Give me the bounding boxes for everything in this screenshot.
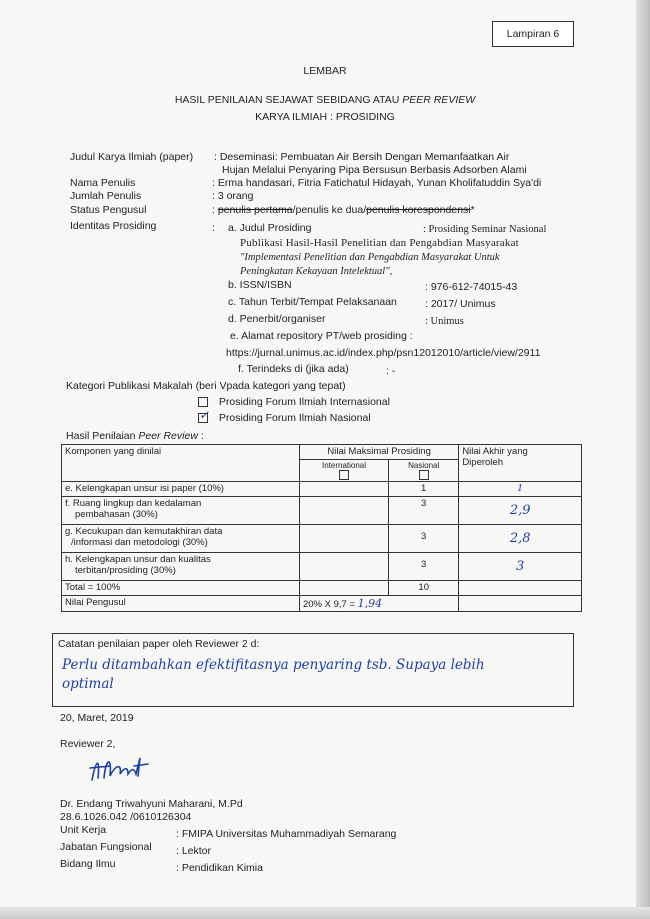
checkbox-nasional[interactable] xyxy=(198,408,210,423)
bidang-value: : Pendidikan Kimia xyxy=(176,862,263,874)
header-internasional-label: International xyxy=(322,461,367,470)
jumlah-label: Jumlah Penulis xyxy=(70,190,142,202)
judul-value-line2: Hujan Melalui Penyaring Pipa Bersusun Berbasis Adsorben Alami xyxy=(222,164,527,176)
status-penulis-kedua: /penulis ke dua/ xyxy=(292,204,367,216)
catatan-label: Catatan penilaian paper oleh Reviewer 2 d: xyxy=(58,638,260,650)
nama-label: Nama Penulis xyxy=(70,177,136,189)
row-e-internasional xyxy=(299,482,388,497)
reviewer-label: Reviewer 2, xyxy=(60,738,116,750)
row-f-internasional xyxy=(299,497,388,525)
prosiding-a-value: : Prosiding Seminar Nasional xyxy=(423,224,547,235)
date: 20, Maret, 2019 xyxy=(60,712,134,724)
status-penulis-korespondensi: penulis korespondensi xyxy=(366,204,471,216)
hasil-label-colon: : xyxy=(197,430,204,442)
status-penulis-pertama: penulis pertama xyxy=(217,204,293,216)
header-akhir-line1: Nilai Akhir yang xyxy=(462,446,528,457)
table-row-total xyxy=(62,581,582,596)
table-row xyxy=(62,497,582,525)
status-label: Status Pengusul xyxy=(70,204,147,216)
total-internasional xyxy=(299,581,388,596)
total-max: 10 xyxy=(389,581,459,596)
scan-bottom-edge xyxy=(0,907,650,919)
title-karya: KARYA ILMIAH : PROSIDING xyxy=(255,111,395,123)
row-e-label: e. Kelengkapan unsur isi paper (10%) xyxy=(62,482,300,497)
identitas-label: Identitas Prosiding xyxy=(70,220,157,232)
header-komponen: Komponen yang dinilai xyxy=(62,445,300,482)
kategori-label: Kategori Publikasi Makalah (beri Vpada kategori yang tepat) xyxy=(66,380,346,392)
nilai-result: 1,94 xyxy=(357,597,383,610)
row-f-max: 3 xyxy=(389,497,459,525)
row-g-score: 2,8 xyxy=(459,525,582,553)
row-f-label2: pembahasan (30%) xyxy=(75,509,158,520)
prosiding-c-value: : 2017/ Unimus xyxy=(425,298,496,310)
signature-icon xyxy=(86,750,166,791)
prosiding-f-value: : - xyxy=(386,365,396,377)
prosiding-a-line3: "Implementasi Penelitian dan Pengabdian Masyarakat Untuk xyxy=(240,252,500,263)
row-e-score: 1 xyxy=(459,482,582,497)
status-asterisk: * xyxy=(470,204,475,216)
hasil-label xyxy=(66,430,204,443)
header-akhir-line2: Diperoleh xyxy=(462,457,503,468)
kategori-option-internasional[interactable] xyxy=(198,396,390,409)
table-header-row xyxy=(62,445,582,460)
kategori-opt2-label: Prosiding Forum Ilmiah Nasional xyxy=(218,412,371,424)
row-f-label1: f. Ruang lingkup dan kedalaman xyxy=(65,498,202,509)
prosiding-e-url: https://jurnal.unimus.ac.id/index.php/psn12012010/article/view/2911 xyxy=(226,347,541,359)
checkbox-internasional[interactable] xyxy=(198,397,208,407)
title-peer-review-italic: PEER REVIEW xyxy=(402,94,476,106)
total-akhir xyxy=(459,581,582,596)
nilai-label: Nilai Pengusul xyxy=(62,596,300,612)
catatan-handwriting-line1: Perlu ditambahkan efektifitasnya penyaring tsb. Supaya lebih xyxy=(62,657,485,673)
jabatan-label: Jabatan Fungsional xyxy=(60,841,152,853)
nilai-formula: 20% X 9,7 = xyxy=(302,599,358,610)
nama-value: : Erma handasari, Fitria Fatichatul Hidayah, Yunan Kholifatuddin Sya'di xyxy=(212,177,542,189)
score-table xyxy=(61,444,582,612)
jabatan-value: : Lektor xyxy=(176,845,212,857)
row-h-label1: h. Kelengkapan unsur dan kualitas xyxy=(65,554,211,565)
title-hasil xyxy=(0,94,650,107)
row-h-score: 3 xyxy=(459,553,582,581)
header-internasional xyxy=(299,460,388,482)
prosiding-c-label: c. Tahun Terbit/Tempat Pelaksanaan xyxy=(228,296,397,308)
row-g-label xyxy=(62,525,300,553)
scan-right-edge xyxy=(636,0,650,919)
prosiding-a-line4: Peningkatan Kekayaan Intelektual", xyxy=(240,266,393,277)
header-nilai-max: Nilai Maksimal Prosiding xyxy=(299,445,458,460)
total-label: Total = 100% xyxy=(62,581,300,596)
status-value xyxy=(212,204,475,217)
row-f-score: 2,9 xyxy=(459,497,582,525)
hasil-label-text: Hasil Penilaian xyxy=(66,430,139,442)
jumlah-value: : 3 orang xyxy=(212,190,254,202)
row-h-label2: terbitan/prosiding (30%) xyxy=(75,565,176,576)
nilai-formula-cell xyxy=(299,596,458,612)
prosiding-f-label: f. Terindeks di (jika ada) xyxy=(238,363,349,375)
row-g-label2: /informasi dan metodologi (30%) xyxy=(71,537,208,548)
status-colon: : xyxy=(212,204,215,216)
row-g-internasional xyxy=(299,525,388,553)
title-lembar: LEMBAR xyxy=(303,65,347,77)
unit-value: : FMIPA Universitas Muhammadiyah Semarang xyxy=(176,828,397,840)
row-e-max: 1 xyxy=(389,482,459,497)
kategori-opt1-label: Prosiding Forum Ilmiah Internasional xyxy=(218,396,390,408)
identitas-colon: : xyxy=(212,222,215,234)
bidang-label: Bidang Ilmu xyxy=(60,858,116,870)
judul-value-line1: : Deseminasi: Pembuatan Air Bersih Dengan Memanfaatkan Air xyxy=(214,151,510,163)
prosiding-b-label: b. ISSN/ISBN xyxy=(228,279,292,291)
row-g-label1: g. Kecukupan dan kemutakhiran data xyxy=(65,526,223,537)
hasil-label-italic: Peer Review xyxy=(138,430,198,442)
nilai-akhir xyxy=(459,596,582,612)
row-h-max: 3 xyxy=(389,553,459,581)
row-g-max: 3 xyxy=(389,525,459,553)
row-h-label xyxy=(62,553,300,581)
check-icon: ✓ xyxy=(199,408,210,423)
reviewer-name: Dr. Endang Triwahyuni Maharani, M.Pd xyxy=(60,798,243,810)
prosiding-a-label: a. Judul Prosiding xyxy=(228,222,312,234)
title-hasil-text: HASIL PENILAIAN SEJAWAT SEBIDANG ATAU PEER REVIEW xyxy=(174,94,476,106)
catatan-handwriting-line2: optimal xyxy=(62,676,114,692)
row-h-internasional xyxy=(299,553,388,581)
table-row-nilai xyxy=(62,596,582,612)
prosiding-d-label: d. Penerbit/organiser xyxy=(228,313,326,325)
lampiran-box: Lampiran 6 xyxy=(492,21,574,47)
prosiding-e-label: e. Alamat repository PT/web prosiding : xyxy=(230,330,413,342)
reviewer-nip: 28.6.1026.042 /0610126304 xyxy=(60,811,192,823)
judul-label: Judul Karya Ilmiah (paper) xyxy=(70,151,194,163)
checkbox-table-nasional[interactable] xyxy=(419,470,429,480)
header-nilai-akhir xyxy=(459,445,582,482)
table-row xyxy=(62,482,582,497)
row-f-label xyxy=(62,497,300,525)
prosiding-b-value: : 976-612-74015-43 xyxy=(425,281,518,293)
unit-label: Unit Kerja xyxy=(60,824,107,836)
table-row xyxy=(62,525,582,553)
prosiding-d-value: : Unimus xyxy=(425,316,464,327)
checkbox-table-internasional[interactable] xyxy=(339,470,349,480)
kategori-option-nasional[interactable] xyxy=(198,408,371,425)
header-nasional xyxy=(389,460,459,482)
header-nasional-label: Nasional xyxy=(408,461,440,470)
prosiding-a-line2: Publikasi Hasil-Hasil Penelitian dan Pengabdian Masyarakat xyxy=(240,237,519,249)
table-row xyxy=(62,553,582,581)
